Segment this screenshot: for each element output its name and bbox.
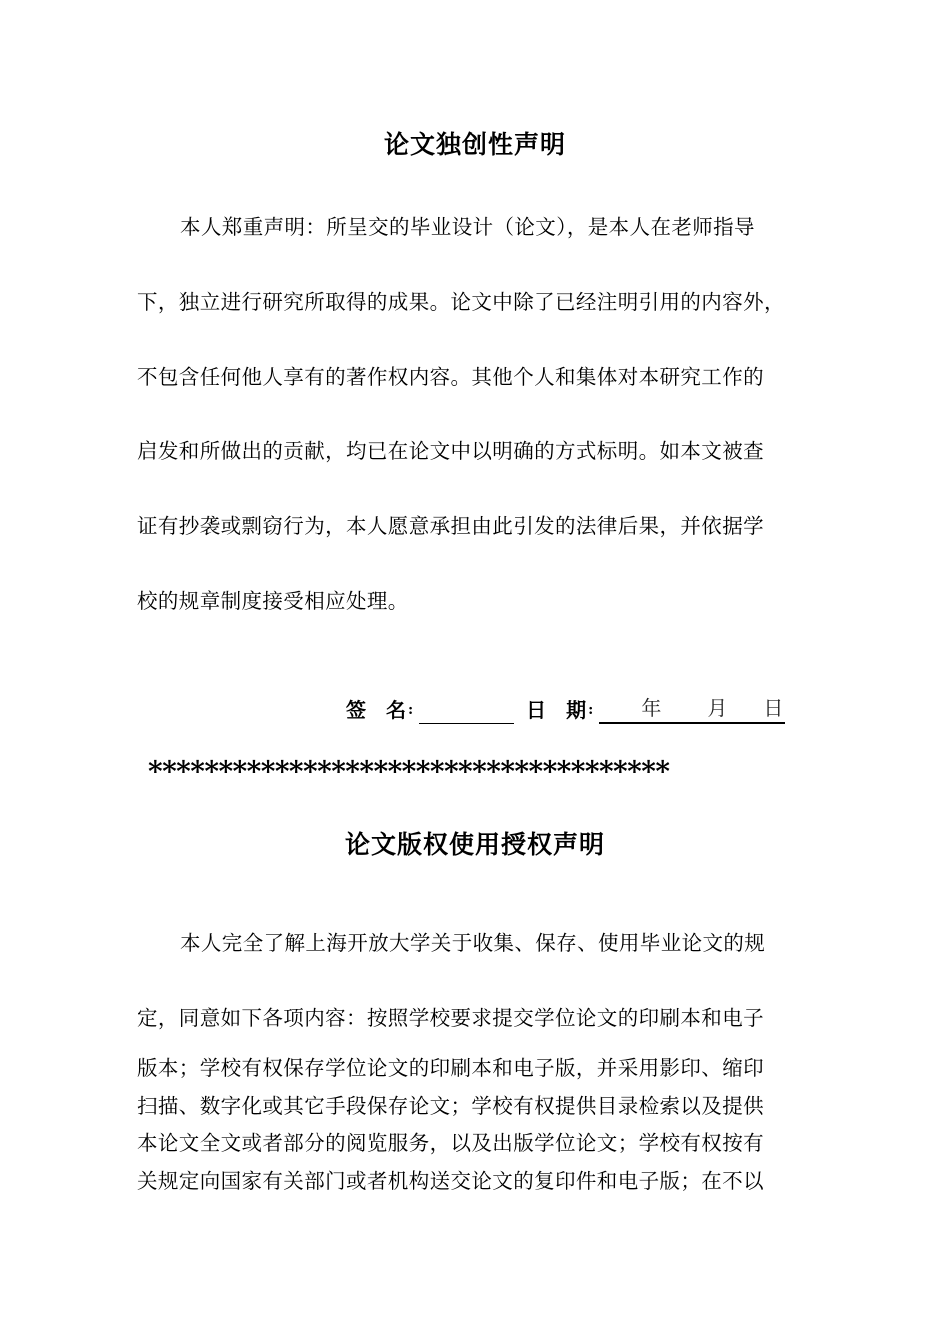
paragraph-line: 扫描、数字化或其它手段保存论文；学校有权提供目录检索以及提供 — [137, 1094, 764, 1118]
paragraph-line: 不包含任何他人享有的著作权内容。其他个人和集体对本研究工作的 — [137, 365, 764, 389]
paragraph-line: 证有抄袭或剽窃行为，本人愿意承担由此引发的法律后果，并依据学 — [137, 514, 764, 538]
paragraph-line: 本论文全文或者部分的阅览服务，以及出版学位论文；学校有权按有 — [137, 1131, 764, 1155]
signature-label: 签 名 — [346, 698, 406, 722]
paragraph-line: 启发和所做出的贡献，均已在论文中以明确的方式标明。如本文被查 — [137, 439, 764, 463]
paragraph-line: 校的规章制度接受相应处理。 — [137, 589, 409, 613]
signature-colon: : — [408, 702, 414, 718]
asterisk-separator: ************************************* — [148, 755, 670, 788]
paragraph-line: 版本；学校有权保存学位论文的印刷本和电子版，并采用影印、缩印 — [137, 1056, 764, 1080]
copyright-authorization-title: 论文版权使用授权声明 — [344, 830, 605, 859]
date-colon: : — [588, 702, 594, 718]
date-label: 日 期 — [526, 698, 587, 722]
paragraph-line: 本人完全了解上海开放大学关于收集、保存、使用毕业论文的规 — [180, 931, 766, 955]
day-label: 日 — [763, 696, 784, 720]
paragraph-line: 本人郑重声明：所呈交的毕业设计（论文），是本人在老师指导 — [180, 215, 755, 239]
signature-blank[interactable] — [419, 699, 514, 724]
paragraph-line: 定，同意如下各项内容：按照学校要求提交学位论文的印刷本和电子 — [137, 1006, 764, 1030]
originality-declaration-title: 论文独创性声明 — [383, 130, 566, 159]
paragraph-line: 关规定向国家有关部门或者机构送交论文的复印件和电子版；在不以 — [137, 1169, 764, 1193]
signature-row — [346, 694, 785, 724]
date-blank[interactable] — [599, 696, 785, 724]
paragraph-line: 下，独立进行研究所取得的成果。论文中除了已经注明引用的内容外， — [137, 290, 785, 314]
year-label: 年 — [641, 696, 662, 720]
month-label: 月 — [707, 696, 728, 720]
